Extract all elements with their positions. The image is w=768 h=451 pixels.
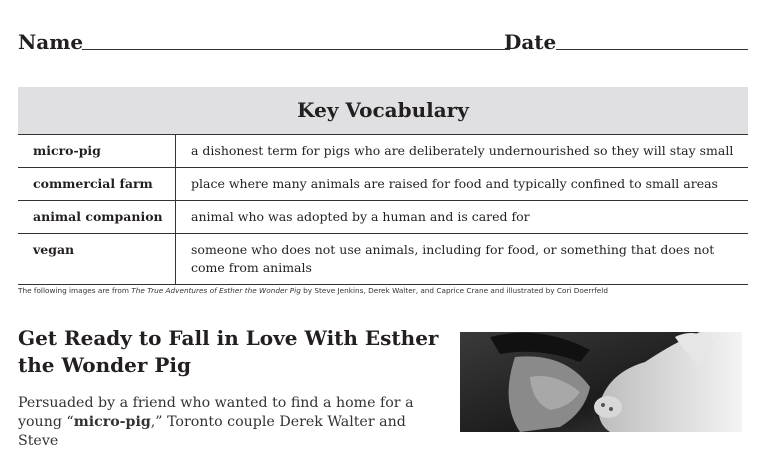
caption-book-title: The True Adventures of Esther the Wonder Pig	[131, 286, 301, 295]
vocabulary-row	[18, 234, 748, 285]
name-label: Name	[18, 30, 84, 54]
article-title: Get Ready to Fall in Love With Esther the Wonder Pig	[18, 326, 439, 377]
name-date-header	[18, 30, 748, 54]
article-body-part1: Persuaded by a friend who wanted to find a home for a young “	[18, 395, 414, 430]
photo-illustration	[460, 332, 742, 432]
article-body-bold-term: micro-pig	[73, 414, 151, 430]
vocabulary-row	[18, 201, 748, 234]
date-write-line[interactable]	[556, 49, 748, 50]
date-label: Date	[504, 30, 557, 54]
vocabulary-title: Key Vocabulary	[18, 87, 748, 135]
vocabulary-term: vegan	[18, 234, 176, 284]
vocabulary-definition: a dishonest term for pigs who are deliberately undernourished so they will stay small	[191, 143, 734, 158]
image-credit-caption	[18, 286, 748, 295]
article-body-part2: ,” Toronto couple Derek Walter and Steve	[18, 414, 406, 449]
vocabulary-definition: someone who does not use animals, including for food, or something that does not come from animals	[191, 242, 715, 275]
article-body	[18, 394, 448, 451]
vocabulary-definition: animal who was adopted by a human and is cared for	[191, 209, 530, 224]
vocabulary-term: animal companion	[18, 201, 176, 233]
caption-prefix: The following images are from	[18, 286, 132, 295]
vocabulary-term: micro-pig	[18, 135, 176, 167]
caption-suffix: by Steve Jenkins, Derek Walter, and Caprice Crane and illustrated by Cori Doerrfeld	[300, 286, 608, 295]
name-write-line[interactable]	[82, 49, 510, 50]
vocabulary-term: commercial farm	[18, 168, 176, 200]
vocabulary-row	[18, 168, 748, 201]
key-vocabulary-table	[18, 87, 748, 285]
man-kissing-pig-photo	[460, 332, 742, 432]
vocabulary-row	[18, 135, 748, 168]
vocabulary-definition: place where many animals are raised for food and typically confined to small areas	[191, 176, 718, 191]
